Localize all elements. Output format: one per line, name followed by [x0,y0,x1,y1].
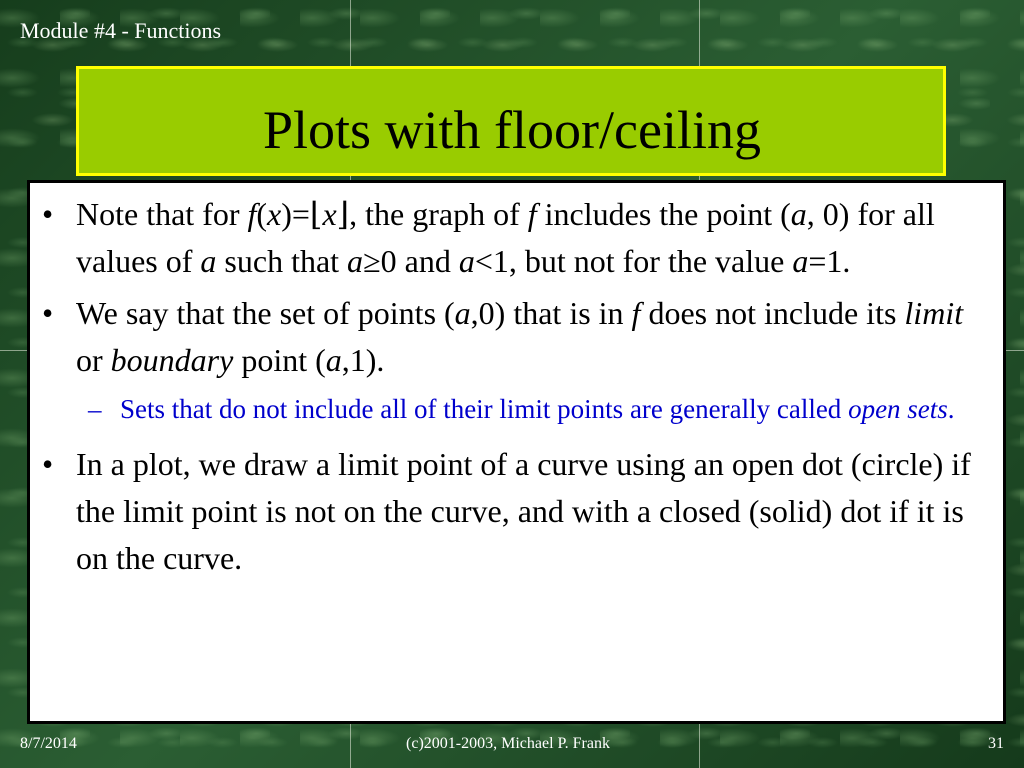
text-run: includes the point ( [536,196,791,232]
text-run: , 0) for all values of [76,196,935,279]
text-run: such that [216,243,348,279]
text-run: does not include its [640,295,905,331]
text-run: ( [256,196,268,232]
text-run: point ( [233,342,326,378]
slide-title: Plots with floor/ceiling [263,100,761,160]
footer-copyright: (c)2001-2003, Michael P. Frank [406,735,610,752]
text-run: ≥0 and [363,243,459,279]
italic-text-run: open sets [848,394,948,424]
italic-text-run: f [247,196,257,232]
bullet-marker: • [42,446,54,482]
italic-text-run: limit [904,295,964,331]
text-run: Sets that do not include all of their limit points are generally called [120,394,849,424]
italic-text-run: boundary [110,342,234,378]
text-run: <1, but not for the value [474,243,793,279]
italic-text-run: a [790,196,807,232]
italic-text-run: f [527,196,537,232]
text-run: =1. [808,243,851,279]
text-run: . [947,394,955,424]
italic-text-run: a [325,342,342,378]
bullet-item [40,191,985,285]
footer-date: 8/7/2014 [20,735,77,752]
bullet-item [40,441,985,582]
text-run: ⌋ [336,196,350,232]
italic-text-run: a [200,243,217,279]
bullet-list [40,191,985,587]
bullet-text [76,295,963,378]
sub-bullet-marker: – [88,394,102,424]
bullet-text [76,196,935,279]
module-header: Module #4 - Functions [20,18,222,43]
italic-text-run: a [454,295,471,331]
italic-text-run: x [322,196,337,232]
bullet-marker: • [42,196,54,232]
italic-text-run: f [631,295,641,331]
bullet-marker: • [42,295,54,331]
text-run: In a plot, we draw a limit point of a curve using an open dot (circle) if the limit point is not on the curve, and with a closed (solid) dot if it is on the curve. [76,446,971,576]
sub-bullet-item [40,389,985,429]
footer-page-number: 31 [988,735,1004,752]
text-run: We say that the set of points ( [76,295,455,331]
text-run: Note that for [76,196,248,232]
italic-text-run: a [347,243,364,279]
bullet-text [76,446,971,576]
italic-text-run: a [458,243,475,279]
sub-bullet-text [120,394,955,424]
italic-text-run: x [267,196,282,232]
text-run: ⌊ [309,196,323,232]
text-run: or [76,342,111,378]
text-run: ,0) that is in [470,295,632,331]
italic-text-run: a [792,243,809,279]
bullet-item [40,290,985,384]
text-run: , the graph of [349,196,528,232]
text-run: ,1). [341,342,385,378]
text-run: )= [281,196,310,232]
